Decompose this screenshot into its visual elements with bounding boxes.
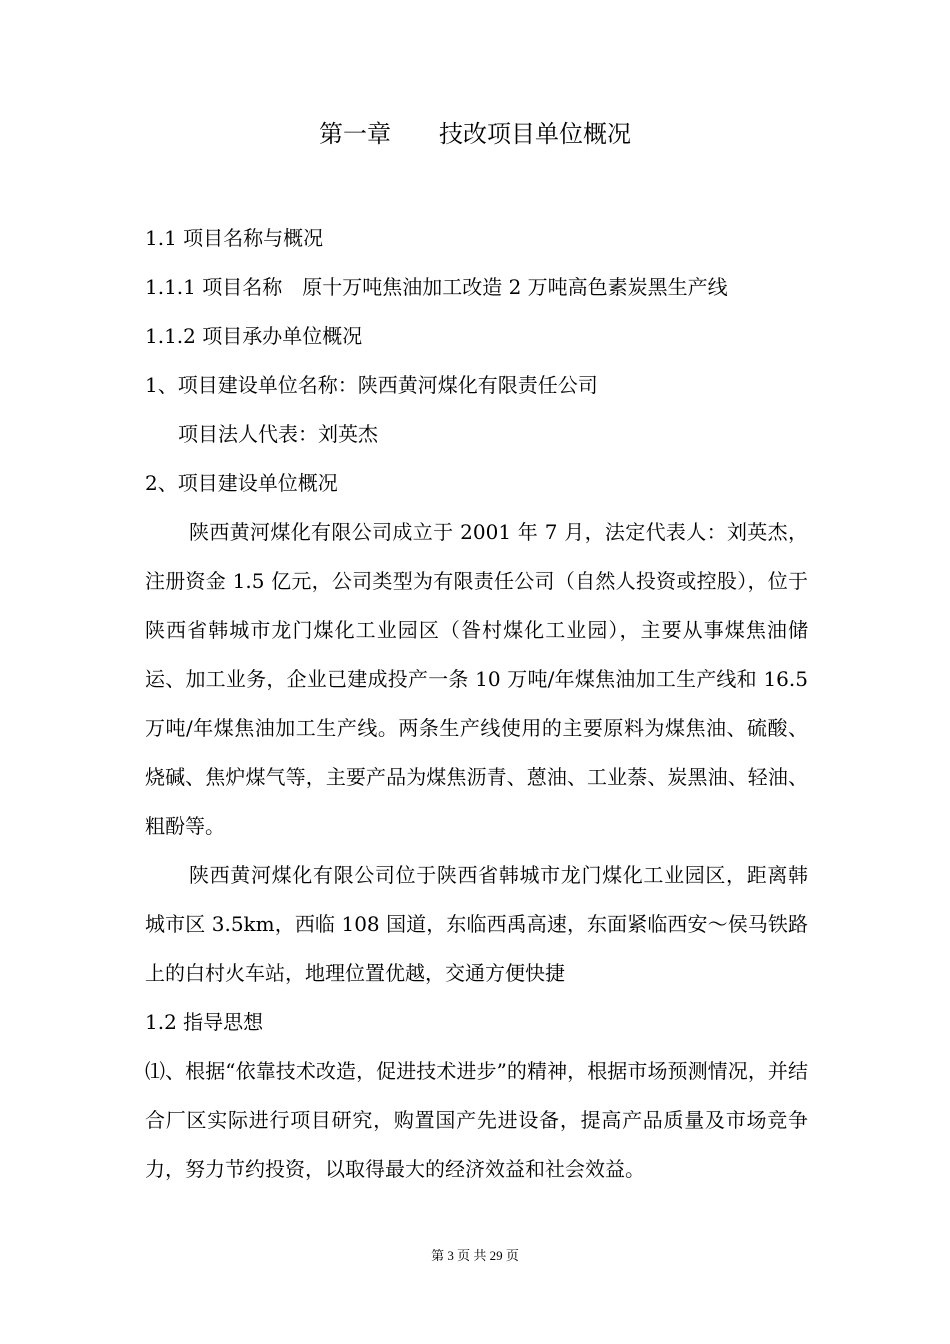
list-item-company-overview: 2、项目建设单位概况	[145, 471, 338, 495]
chapter-heading	[0, 114, 950, 154]
document-body	[145, 214, 808, 1194]
page-number-footer: 第 3 页 共 29 页	[431, 1248, 519, 1263]
paragraph-company-intro: 陕西黄河煤化有限公司成立于 2001 年 7 月，法定代表人：刘英杰，注册资金 1.5 亿元，公司类型为有限责任公司（自然人投资或控股），位于陕西省韩城市龙门煤化工业园区（昝村煤化工业园），主要从事煤焦油储运、加工业务，企业已建成投产一条 10 万吨/年煤焦油加工生产线和 16.5 万吨/年煤焦油加工生产线。两条生产线使用的主要原料为煤焦油、硫酸、烧碱、焦炉煤气等，主要产品为煤焦沥青、蒽油、工业萘、炭黑油、轻油、粗酚等。	[145, 520, 808, 838]
section-heading-1-1: 1.1 项目名称与概况	[145, 226, 324, 250]
chapter-number: 第一章	[319, 120, 391, 148]
legal-representative: 项目法人代表：刘英杰	[178, 422, 378, 446]
section-heading-1-1-2: 1.1.2 项目承办单位概况	[145, 324, 363, 348]
chapter-title: 技改项目单位概况	[439, 120, 631, 148]
section-heading-1-2: 1.2 指导思想	[145, 1010, 264, 1034]
list-item-company-name: 1、项目建设单位名称：陕西黄河煤化有限责任公司	[145, 373, 598, 397]
paragraph-guiding-principle: ⑴、根据“依靠技术改造，促进技术进步”的精神，根据市场预测情况，并结合厂区实际进行项目研究，购置国产先进设备，提高产品质量及市场竞争力，努力节约投资，以取得最大的经济效益和社会效益。	[145, 1059, 808, 1181]
paragraph-company-location: 陕西黄河煤化有限公司位于陕西省韩城市龙门煤化工业园区，距离韩城市区 3.5km，西临 108 国道，东临西禹高速，东面紧临西安～侯马铁路上的白村火车站，地理位置优越，交通方便快捷	[145, 863, 808, 985]
section-heading-1-1-1: 1.1.1 项目名称 原十万吨焦油加工改造 2 万吨高色素炭黑生产线	[145, 275, 728, 299]
